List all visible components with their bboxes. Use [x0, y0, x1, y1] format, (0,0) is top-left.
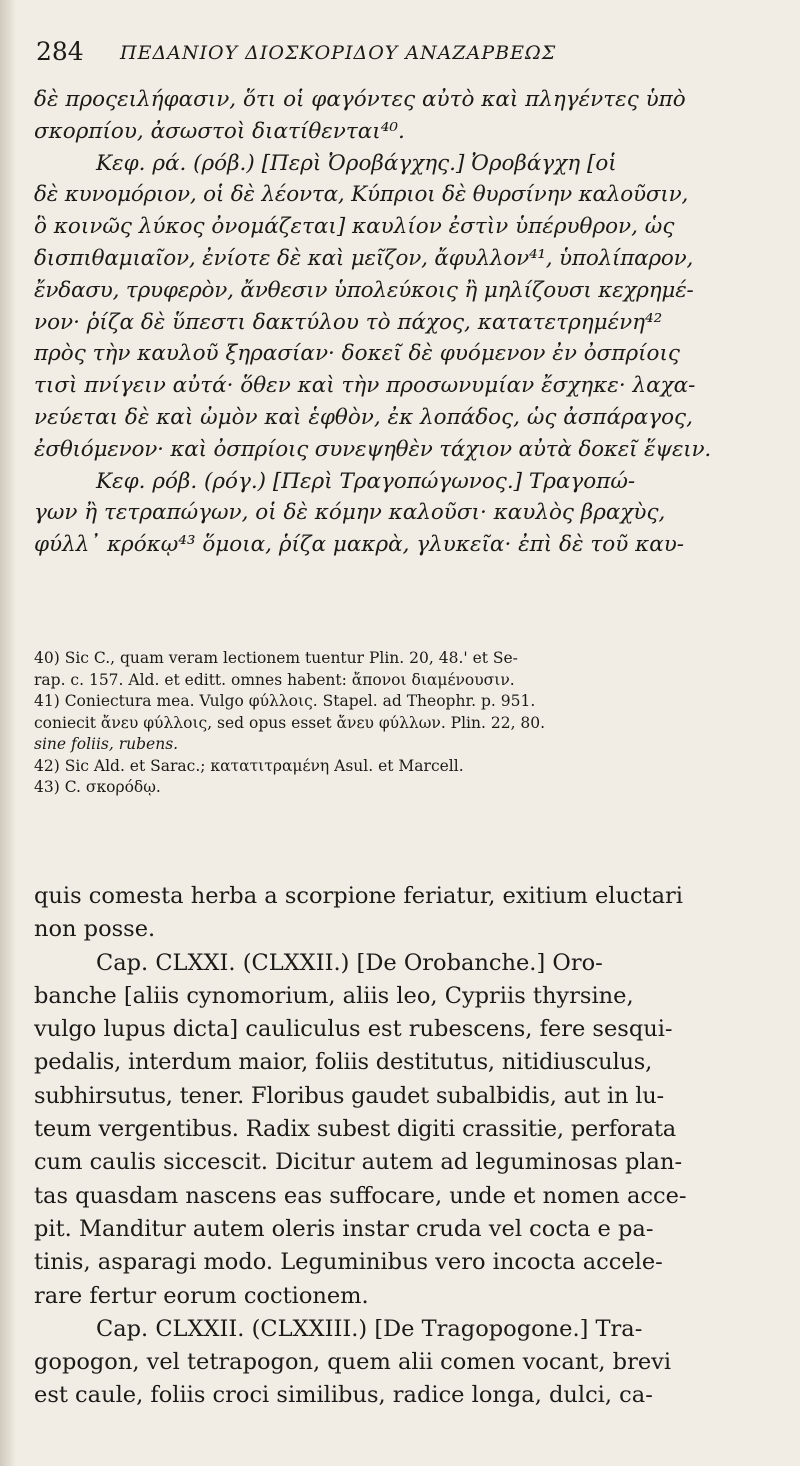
greek-line: νεύεται δὲ καὶ ὠμὸν καὶ ἑφθὸν, ἐκ λοπάδος, ὡς ἀσπάραγος, [34, 404, 693, 430]
latin-line: banche [aliis cynomorium, aliis leo, Cypriis thyrsine, [34, 982, 634, 1009]
greek-line: Κεφ. ρόβ. (ρόγ.) [Περὶ Τραγοπώγωνος.] Τραγοπώ- [96, 468, 636, 494]
greek-line: δισπιθαμιαῖον, ἐνίοτε δὲ καὶ μεῖζον, ἄφυλλον⁴¹, ὑπολίπαρον, [34, 245, 694, 271]
footnote-line: coniecit ἄνευ φύλλοις, sed opus esset ἄνευ φύλλων. Plin. 22, 80. [34, 713, 546, 732]
latin-line: est caule, foliis croci similibus, radice longa, dulci, ca- [34, 1382, 653, 1409]
latin-line: gopogon, vel tetrapogon, quem alii comen vocant, brevi [34, 1349, 672, 1376]
latin-line: cum caulis siccescit. Dicitur autem ad leguminosas plan- [34, 1149, 683, 1176]
greek-line: ἔνδασυ, τρυφερὸν, ἄνθεσιν ὑπολεύκοις ἢ μηλίζουσι κεχρημέ- [34, 277, 694, 303]
page-number: 284 [36, 37, 84, 66]
latin-line: teum vergentibus. Radix subest digiti crassitie, perforata [34, 1116, 676, 1143]
latin-text-block [34, 880, 750, 1413]
greek-line: Κεφ. ρά. (ρόβ.) [Περὶ Ὀροβάγχης.] Ὀροβάγχη [οἱ [96, 150, 617, 176]
greek-line: δὲ προςειλήφασιν, ὅτι οἱ φαγόντες αὐτὸ καὶ πληγέντες ὑπὸ [34, 87, 686, 112]
footnote-line: 41) Coniectura mea. Vulgo φύλλοις. Stapel. ad Theophr. p. 951. [34, 692, 536, 710]
latin-line: Cap. CLXXII. (CLXXIII.) [De Tragopogone.] Tra- [96, 1315, 643, 1342]
greek-text-block [34, 84, 746, 561]
greek-line: γων ἢ τετραπώγων, οἱ δὲ κόμην καλοῦσι· καυλὸς βραχὺς, [34, 500, 666, 526]
latin-line: subhirsutus, tener. Floribus gaudet subalbidis, aut in lu- [34, 1082, 664, 1109]
latin-line: tas quasdam nascens eas suffocare, unde et nomen acce- [34, 1182, 687, 1209]
greek-line: φύλλ᾽ κρόκῳ⁴³ ὅμοια, ῥίζα μακρὰ, γλυκεῖα· ἐπὶ δὲ τοῦ καυ- [34, 532, 685, 558]
latin-line: quis comesta herba a scorpione feriatur, exitium eluctari [34, 883, 683, 909]
footnotes [34, 648, 746, 799]
greek-line: νον· ῥίζα δὲ ὕπεστι δακτύλου τὸ πάχος, κατατετρημένη⁴² [34, 309, 663, 335]
greek-line: ἐσθιόμενον· καὶ ὀσπρίοις συνεψηθὲν τάχιον αὐτὰ δοκεῖ ἕψειν. [34, 436, 712, 462]
footnote-line: sine foliis, rubens. [34, 735, 179, 753]
greek-line: σκορπίου, ἀσωστοὶ διατίθενται⁴⁰. [34, 118, 405, 144]
latin-line: tinis, asparagi modo. Leguminibus vero incocta accele- [34, 1249, 663, 1276]
latin-line: non posse. [34, 916, 156, 943]
latin-line: pedalis, interdum maior, foliis destitutus, nitidiusculus, [34, 1049, 653, 1076]
page-header [36, 36, 766, 76]
gutter-shadow [0, 0, 16, 1466]
footnote-line: 42) Sic Ald. et Sarac.; κατατιτραμένη Asul. et Marcell. [34, 756, 464, 775]
latin-line: Cap. CLXXI. (CLXXII.) [De Orobanche.] Oro- [96, 949, 603, 976]
latin-line: pit. Manditur autem oleris instar cruda vel cocta e pa- [34, 1215, 654, 1242]
greek-line: πρὸς τὴν καυλοῦ ξηρασίαν· δοκεῖ δὲ φυόμενον ἐν ὀσπρίοις [34, 341, 680, 367]
latin-line: vulgo lupus dicta] cauliculus est rubescens, fere sesqui- [34, 1016, 673, 1043]
footnote-line: 40) Sic C., quam veram lectionem tuentur Plin. 20, 48.' et Se- [34, 649, 518, 667]
footnote-line: 43) C. σκορόδῳ. [34, 778, 161, 796]
greek-line: τισὶ πνίγειν αὐτά· ὅθεν καὶ τὴν προσωνυμίαν ἔσχηκε· λαχα- [34, 373, 696, 399]
latin-line: rare fertur eorum coctionem. [34, 1282, 369, 1309]
greek-line: ὃ κοινῶς λύκος ὀνομάζεται] καυλίον ἐστὶν ὑπέρυθρον, ὡς [34, 214, 675, 240]
running-head: ΠΕΔΑΝΙΟΥ ΔΙΟΣΚΟΡΙΔΟΥ ΑΝΑΖΑΡΒΕΩΣ [120, 42, 557, 64]
greek-line: δὲ κυνομόριον, οἱ δὲ λέοντα, Κύπριοι δὲ θυρσίνην καλοῦσιν, [34, 182, 689, 208]
footnote-line: rap. c. 157. Ald. et editt. omnes habent: ἄπονοι διαμένουσιν. [34, 670, 515, 689]
